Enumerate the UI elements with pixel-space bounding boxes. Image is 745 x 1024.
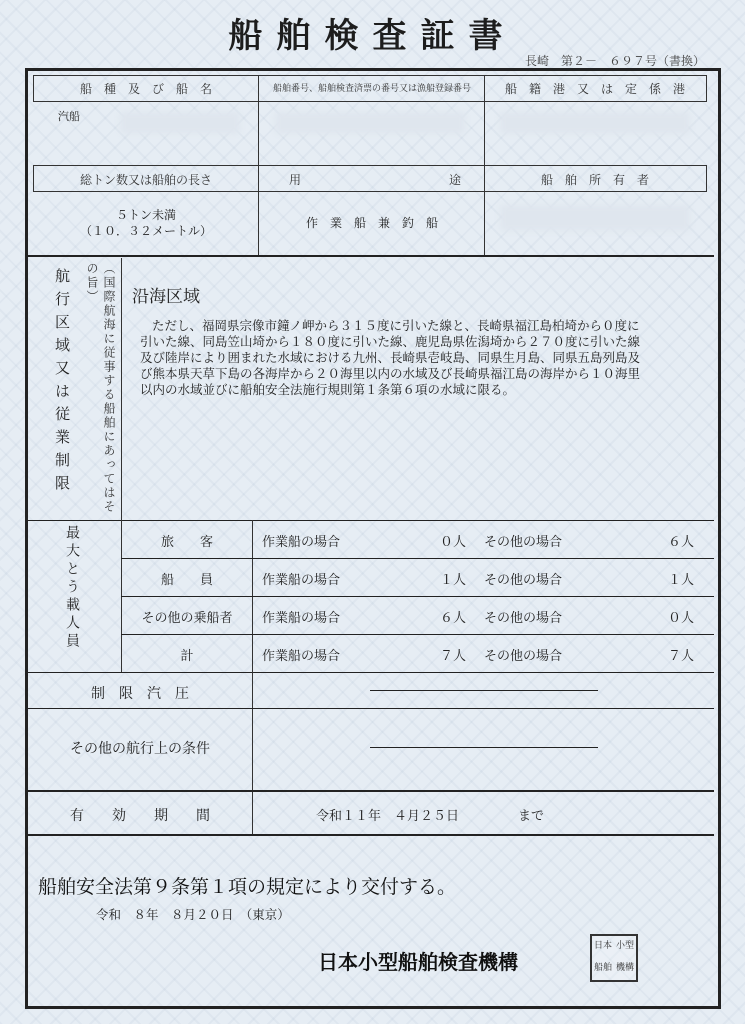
capacity-row-line-1: [121, 558, 714, 559]
other-value: １人: [668, 573, 695, 588]
tonnage-header: 総トン数又は船舶の長さ: [79, 173, 212, 187]
capacity-row-line-2: [121, 596, 714, 597]
pressure-bottom-line: [28, 708, 714, 709]
serial-number: 長崎 第２－ ６９７号（書換）: [524, 54, 705, 68]
capacity-category: 船 員: [160, 573, 213, 588]
pressure-label: 制 限 汽 圧: [91, 686, 189, 702]
navigation-label: 航行区域又は従業制限: [53, 268, 71, 498]
row2-divider-2: [484, 165, 485, 255]
use-value: 作 業 船 兼 釣 船: [305, 216, 438, 230]
issuance-statement: 船舶安全法第９条第１項の規定により交付する。: [38, 876, 457, 898]
conditions-blank-line: [370, 747, 598, 748]
tonnage-value: ５トン未満: [115, 208, 176, 222]
issuer-name: 日本小型船舶検査機構: [318, 950, 518, 974]
capacity-category: 旅 客: [160, 535, 213, 550]
length-value: （１０．３２メートル）: [79, 224, 212, 238]
pressure-blank-line: [370, 690, 598, 691]
work-label: 作業船の場合: [262, 573, 341, 588]
other-label: その他の場合: [484, 535, 563, 550]
ship-name-header: 船 種 及 び 船 名: [79, 82, 212, 96]
issuance-date: 令和 ８年 ８月２０日 （東京）: [96, 907, 290, 922]
redacted-port: [500, 112, 690, 134]
use-header-left: 用: [288, 173, 301, 187]
other-label: その他の場合: [484, 649, 563, 664]
ship-number-header: 船舶番号、船舶検査済票の番号又は漁船登録番号: [272, 84, 471, 94]
capacity-label: 最大とう載人員: [64, 525, 80, 651]
official-seal-icon: 日本 小型 船舶 機構: [590, 934, 638, 982]
redacted-ship-number: [275, 112, 465, 134]
page-title: 船舶検査証書: [228, 16, 517, 56]
validity-divider: [252, 792, 253, 834]
navigation-sub-label: （国際航海に従事する船舶にあってはその旨）: [85, 262, 116, 514]
other-value: ６人: [668, 535, 695, 550]
work-label: 作業船の場合: [262, 611, 341, 626]
capacity-category: 計: [180, 649, 194, 664]
work-value: ７人: [440, 649, 467, 664]
work-label: 作業船の場合: [262, 649, 341, 664]
other-label: その他の場合: [484, 611, 563, 626]
validity-suffix: まで: [518, 809, 545, 824]
work-value: ６人: [440, 611, 467, 626]
port-header: 船 籍 港 又 は 定 係 港: [504, 82, 685, 96]
capacity-category: その他の乗船者: [141, 611, 233, 626]
capacity-bottom-line: [28, 672, 714, 673]
owner-header: 船 舶 所 有 者: [540, 173, 649, 187]
capacity-row-line-3: [121, 634, 714, 635]
work-label: 作業船の場合: [262, 535, 341, 550]
redacted-owner: [500, 205, 690, 231]
row1-divider-2: [484, 75, 485, 165]
validity-label: 有 効 期 間: [70, 808, 210, 824]
conditions-label: その他の航行上の条件: [70, 741, 210, 757]
capacity-top-line: [28, 520, 714, 521]
other-value: ７人: [668, 649, 695, 664]
section-divider: [28, 255, 714, 257]
validity-date: 令和１１年 ４月２５日: [316, 809, 460, 824]
other-label: その他の場合: [484, 573, 563, 588]
validity-bottom-line: [28, 834, 714, 836]
navigation-area: 沿海区域: [132, 287, 200, 307]
conditions-bottom-line: [28, 790, 714, 792]
navigation-condition: ただし、福岡県宗像市鐘ノ岬から３１５度に引いた線と、長崎県福江島柏埼から０度に引いた線、同島笠山埼から１８０度に引いた線、鹿児島県佐潟埼から２７０度に引いた線及び陸岸により囲まれた水域における九州、長崎県壱岐島、同県生月島、同県五島列島及び熊本県天草下島の各海岸から２０海里以内の水域及び長崎県福江島の海岸から１０海里以内の水域並びに船舶安全法施行規則第１条第６項の水域に限る。: [140, 318, 641, 397]
row1-divider-1: [258, 75, 259, 165]
ship-type: 汽船: [58, 110, 80, 123]
redacted-ship-name: [120, 112, 240, 134]
work-value: ０人: [440, 535, 467, 550]
work-value: １人: [440, 573, 467, 588]
row2-divider-1: [258, 165, 259, 255]
lower-divider: [252, 672, 253, 790]
use-header-right: 途: [448, 173, 461, 187]
other-value: ０人: [668, 611, 695, 626]
